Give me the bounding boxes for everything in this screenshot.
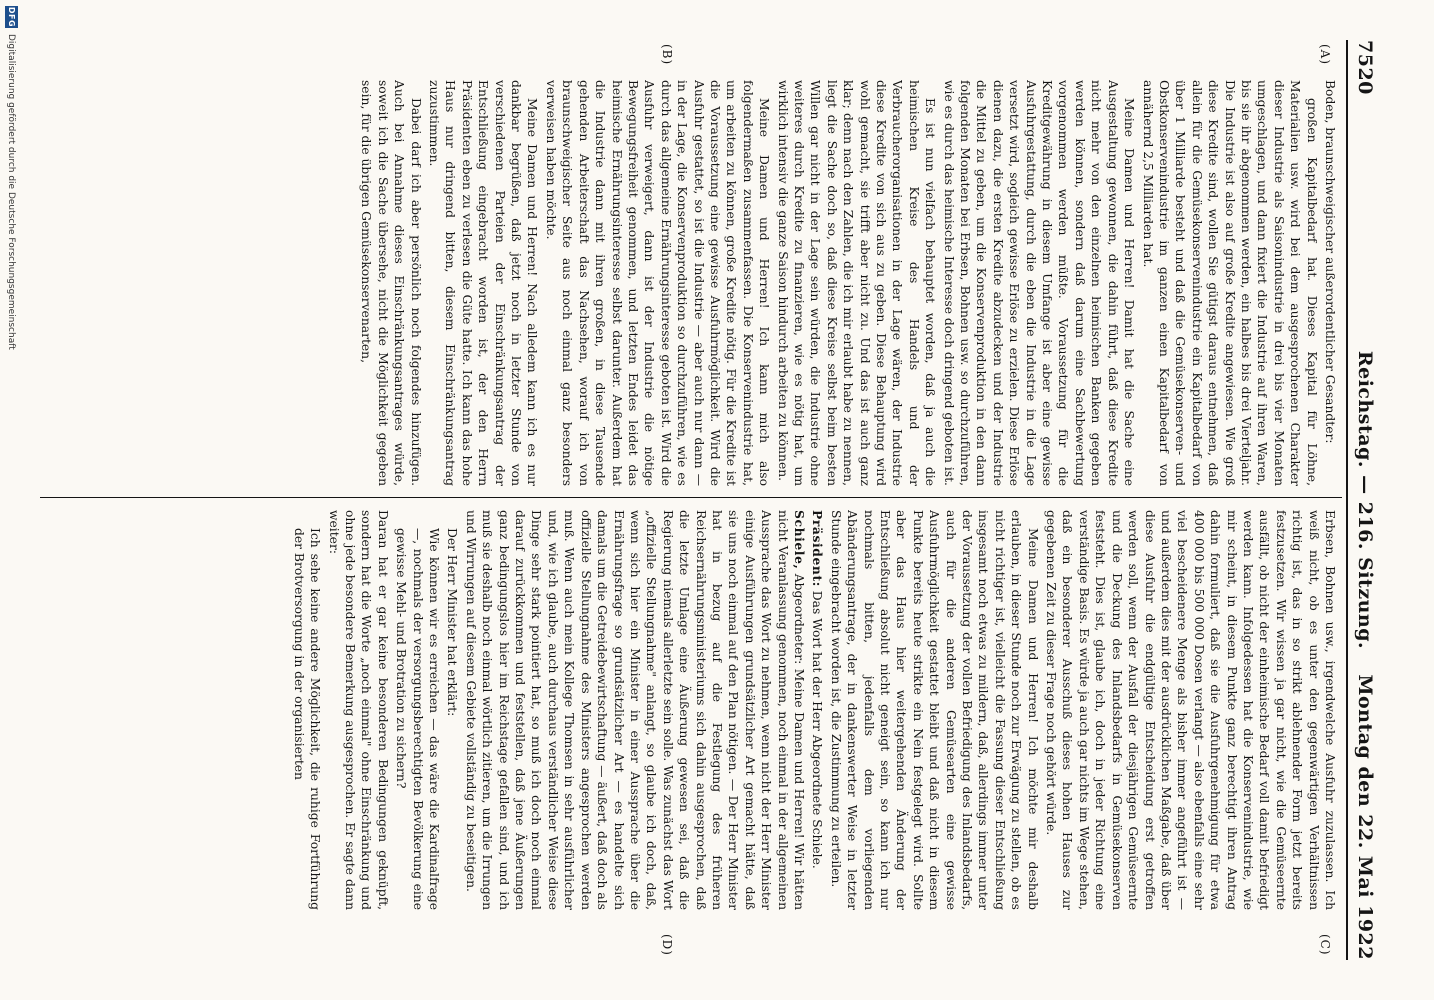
paragraph — [1139, 80, 1319, 486]
paragraph-text: Das Wort hat der Herr Abgeordnete Schiele. — [810, 586, 825, 869]
paragraph-text: Der Herr Minister hat erklärt: — [445, 528, 460, 717]
paragraph — [1043, 510, 1338, 910]
running-header — [1346, 40, 1376, 960]
margin-mark-d: (D) — [660, 934, 674, 956]
paragraph — [940, 80, 1137, 486]
paragraph-text: Abgeordneter: Meine Damen und Herren! Wir hätten nicht Veranlassung genommen, noch einmal in der allgemeinen Aussprache das Wort zu nehmen, wenn nicht der Herr Minister einige Ausführungen grundsätzlicher Art gemacht hätte, daß sie uns noch einmal auf den Plan nötigen. — Der Herr Minister hat in bezug auf die Festlegung des früheren Reichsernährungsministeriums sich dahin ausgesprochen, daß die letzte Umlage eine Äußerung gewesen sei, daß die Regierung niemals allerletzte sein solle. Was zunächst das Wort „offizielle Stellungnahme" anlangt, so glaube ich doch, daß, wenn sich hier ein Minister in einer Aussprache über die Ernährungsfrage so grundsätzlicher Art — es handelte sich damals um die Getreidebewirtschaftung — äußert, daß doch als offizielle Stellungnahme des Ministers angesprochen werden muß. Wenn auch mein Kollege Thomsen in sehr ausführlicher und, wie ich glaube, auch durchaus verständlicher Weise diese Dinge sehr stark pointiert hat, so muß ich doch noch einmal darauf zurückkommen und feststellen, daß jene Äußerungen ganz bedingungslos hier im Reichstage gefallen sind, und ich muß sie deshalb noch einmal wörtlich zitieren, um die Irrungen und Wirrungen auf diesem Gebiete vollständig zu beseitigen. — [463, 510, 806, 910]
paragraph-text: großen Kapitalbedarf hat. Dieses Kapital für Löhne, Materialien usw. wird bei dem ausgesprochenen Charakter dieser Industrie als Saisonindustrie in drei bis vier Monaten umgeschlagen, und dann fixiert die Industrie auf ihren Waren, bis sie ihr abgenommen werden, ein halbes bis drei Vierteljahr. Die Industrie ist also auf große Kredite angewiesen. Wie groß diese Kredite sind, wollen Sie gütigst daraus entnehmen, daß allein für die Gemüsekonservenindustrie ein Kapitalbedarf von über 1 Milliarde besteht und daß die Gemüsekonserven- und Obstkonservenindustrie im ganzen einen Kapitalbedarf von annähernd 2,5 Milliarden hat. — [1140, 80, 1319, 486]
paragraph — [809, 510, 825, 910]
right-text-column — [40, 510, 1338, 910]
paragraph — [325, 510, 391, 910]
paragraph — [358, 80, 424, 486]
paragraph-text: Es ist nun vielfach behauptet worden, daß ja auch die heimischen Kreise des Handels und der Verbraucherorganisationen in der Lage wären, der Industrie diese Kredite von sich aus zu geben. Diese Behauptung wird wohl gemacht, sie trifft aber nicht zu. Und das ist auch ganz klar; denn nach den Zahlen, die ich mir erlaubt habe zu nennen, liegt die Sache doch so, daß diese Kreise selbst beim besten Willen gar nicht in der Lage sein würden, die Industrie ohne weiteres durch Kredite zu finanzieren, wie es nötig hat, um wirklich intensiv die ganze Saison hindurch arbeiten zu können. — [775, 80, 938, 486]
paragraph-text: Meine Damen und Herren! Ich möchte mir deshalb erlauben, in dieser Stunde noch zur Erwägung zu stellen, ob es nicht richtiger ist, vielleicht die Fassung dieser Entschließung insgesamt noch etwas zu mildern, daß, allerdings immer unter der Voraussetzung der vollen Befriedigung des Inlandsbedarfs, auch für die anderen Gemüsearten eine gewisse Ausfuhrmöglichkeit gestattet bleibt und daß nicht in diesem Punkte bereits heute strikte ein Nein festgelegt wird. Sollte aber das Haus hier weitergehenden Änderung der Entschließung absolut nicht geneigt sein, so kann ich nur nochmals bitten, jedenfalls dem vorliegenden Abänderungsantrage, der in dankenswerter Weise in letzter Stunde eingebracht worden ist, die Zustimmung zu erteilen. — [828, 510, 1040, 910]
paragraph-text: Meine Damen und Herren! Ich kann mich also folgendermaßen zusammenfassen. Die Konservenindustrie hat, um arbeiten zu können, große Kredite nötig. Für die Kredite ist die Voraussetzung eine gewisse Ausfuhrmöglichkeit. Wird die Ausfuhr gestattet, so ist die Industrie — aber auch nur dann — in der Lage, die Konservenproduktion so durchzuführen, wie es durch das allgemeine Ernährungsinteresse geboten ist. Wird die Ausfuhr verweigert, dann ist der Industrie die nötige Bewegungsfreiheit genommen, und letzten Endes leidet das heimische Ernährungsinteresse selbst darunter. Außerdem hat die Industrie dann mit ihren großen, in diese Tausende gehenden Arbeiterschaft das Nachsehen, worauf ich von braunschweigischer Seite aus noch einmal ganz besonders verweisen haben möchte. — [543, 80, 772, 486]
credit-text: Digitalisierung gefördert durch die Deutsche Forschungsgemeinschaft — [6, 34, 17, 350]
paragraph — [426, 80, 541, 486]
paragraph-text: Daran hat er gar keine besonderen Bedingungen geknüpft, sondern hat die Worte „noch einmal" ohne Einschränkung und ohne jede besondere Bemerkung ausgesprochen. Er sagte dann weiter: — [326, 510, 390, 910]
paragraph — [543, 80, 773, 486]
paragraph-text: Dabei darf ich aber persönlich noch folgendes hinzufügen. Auch bei Annahme dieses Einschränkungsantrages würde, soweit ich die Sache übersehe, nicht die Möglichkeit gegeben sein, für die übrigen Gemüsekonservenarten, — [359, 80, 423, 486]
page-number: 7520 — [1354, 40, 1376, 95]
paragraph-text: Boden, braunschweigischer außerordentlicher Gesandter: — [1323, 80, 1337, 444]
paragraph — [393, 510, 442, 910]
left-text-column — [40, 80, 1338, 486]
margin-mark-a: (A) — [1318, 44, 1332, 66]
paragraph-text: Meine Damen und Herren! Nach alledem kann ich es nur dankbar begrüßen, daß jetzt noch in letzter Stunde von verschiedenen Parteien der Einschränkungsantrag der Entschließung eingebracht worden ist, der den Herrn Präsidenten eben zu verlesen die Güte hatte. Ich kann das hohe Haus nur dringend bitten, diesem Einschränkungsantrag zuzustimmen. — [427, 80, 540, 486]
paragraph — [462, 510, 807, 910]
margin-mark-b: (B) — [660, 44, 674, 66]
paragraph-text: Meine Damen und Herren! Damit hat die Sache eine Ausgestaltung gewonnen, die dahin führt, daß diese Kredite nicht mehr von den einzelnen heimischen Banken gegeben werden können, sondern daß darum eine Sachbewertung vorgenommen werden müßte. Voraussetzung für die Kreditgewährung in diesem Umfange ist aber eine gewisse Ausfuhrgestattung, durch die eben die Industrie in die Lage versetzt wird, sogleich gewisse Erlöse zu erzielen. Diese Erlöse dienen dazu, die ersten Kredite abzudecken und der Industrie die Mittel zu geben, um die Konservenproduktion in den dann folgenden Monaten bei Erbsen, Bohnen usw. so durchzuführen, wie es durch das heimische Interesse doch dringend geboten ist. — [941, 80, 1137, 486]
paragraph — [290, 510, 323, 910]
paragraph-text: Wie können wir es erreichen — das wäre die Kardinalfrage —, nochmals der versorgungsberechtigten Bevölkerung eine gewisse Mehl- und Brotration zu sichern? — [394, 528, 442, 910]
dfg-logo-icon: DFG — [7, 6, 16, 28]
paragraph — [444, 510, 460, 910]
speaker-name: Schiele, — [792, 510, 807, 570]
header-date: Montag den 22. Mai 1922 — [1354, 674, 1376, 960]
column-divider — [40, 497, 1342, 498]
header-title: Reichstag. — 216. Sitzung. — [1354, 350, 1376, 650]
margin-mark-c: (C) — [1318, 934, 1332, 956]
paragraph-text: Erbsen, Bohnen usw., irgendwelche Ausfuhr zuzulassen. Ich weiß nicht, ob es unter den gegenwärtigen Verhältnissen richtig ist, das in so strikt ablehnender Form jetzt bereits festzusetzen. Wir wissen ja gar nicht, wie die Gemüseernte ausfällt, ob nicht der einheimische Bedarf voll damit befriedigt werden kann. Infolgedessen hat die Konservenindustrie, wie mir scheint, in diesem Punkte ganz berechtigt ihren Antrag dahin formuliert, daß sie die Ausfuhrgenehmigung für etwa 400 000 bis 500 000 Dosen verlangt — also ebenfalls eine sehr viel bescheidenere Menge als bisher immer angeführt ist — und außerdem dies mit der ausdrücklichen Maßgabe, daß über diese Ausfuhr die endgültige Entscheidung erst getroffen werden soll, wenn der Ausfall der diesjährigen Gemüseernte und die Deckung des Inlandsbedarfs in Gemüsekonserven feststeht. Dies ist, glaube ich, doch in jeder Richtung eine verständige Basis. Es würde ja auch gar nichts im Wege stehen, daß ein besonderer Ausschuß dieses hohen Hauses zur gegebenen Zeit zu dieser Frage noch gehört würde. — [1044, 510, 1337, 910]
paragraph — [827, 510, 1040, 910]
paragraph-text: Ich sehe keine andere Möglichkeit, die ruhige Fortführung der Brotversorgung in der organisierten — [291, 528, 323, 910]
digitization-credit — [5, 6, 18, 1000]
header-rule — [1346, 40, 1348, 960]
paragraph — [1322, 80, 1338, 486]
paragraph — [774, 80, 938, 486]
speaker-name: Präsident: — [810, 510, 826, 587]
